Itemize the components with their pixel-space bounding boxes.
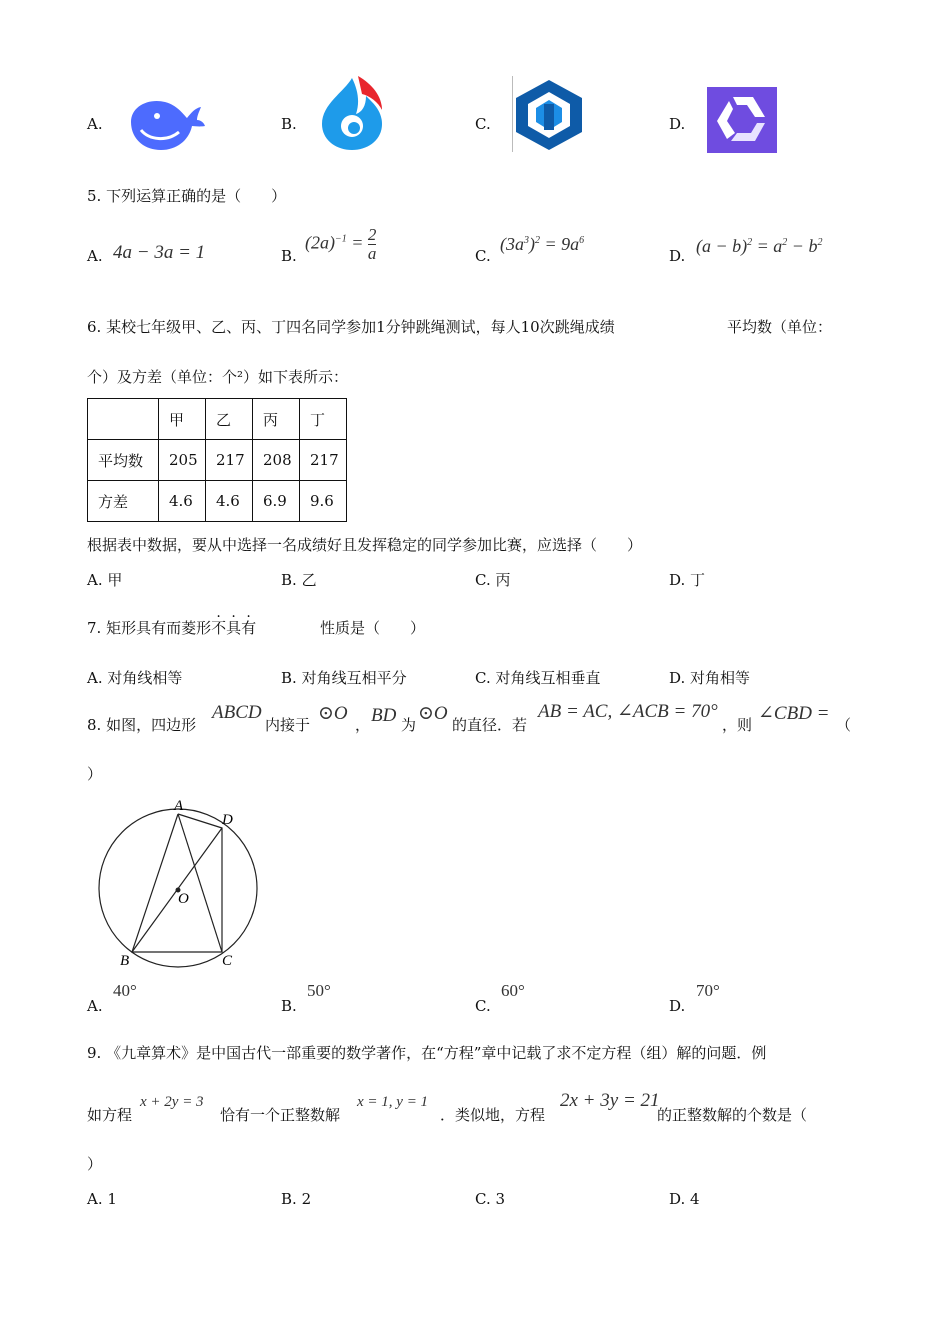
image-border <box>512 76 513 152</box>
label-d: D <box>222 812 233 828</box>
q8-option-c[interactable]: 60° <box>501 981 525 1000</box>
option-label: B. <box>281 115 297 133</box>
q7-option-c[interactable]: C. 对角线互相垂直 <box>475 669 601 687</box>
table-cell: 4.6 <box>206 481 253 522</box>
q8-option-a[interactable]: 40° <box>113 981 137 1000</box>
option-label: C. <box>475 115 491 133</box>
table-header-cell: 丁 <box>300 399 347 440</box>
q5-option-d-expr: $(a - b)^2 = a^2 - b^2$ <box>696 236 823 256</box>
table-header-cell: 丙 <box>253 399 300 440</box>
quadrilateral-abcd <box>132 814 222 952</box>
table-cell: 205 <box>159 440 206 481</box>
option-label: B. <box>281 247 297 265</box>
q8-option-d[interactable]: 70° <box>696 981 720 1000</box>
table-cell: 217 <box>300 440 347 481</box>
table-cell: 9.6 <box>300 481 347 522</box>
option-label: A. <box>87 997 103 1015</box>
option-label: C. <box>475 997 491 1015</box>
table-cell: 4.6 <box>159 481 206 522</box>
q9-option-c[interactable]: C. 3 <box>475 1190 506 1208</box>
option-label: D. <box>669 997 686 1015</box>
circle-figure <box>92 795 267 970</box>
table-cell: 208 <box>253 440 300 481</box>
q7-option-b[interactable]: B. 对角线互相平分 <box>281 669 407 687</box>
q7-stem-b: 性质是（ ） <box>320 619 426 637</box>
option-label: A. <box>87 247 103 265</box>
table-header-cell: 乙 <box>206 399 253 440</box>
q6-option-a[interactable]: A. 甲 <box>87 571 123 589</box>
chord-ac <box>178 814 222 952</box>
deepseek-whale-icon[interactable] <box>127 96 207 154</box>
table-cell: 217 <box>206 440 253 481</box>
table-row <box>88 481 347 522</box>
scores-table <box>87 398 347 522</box>
q9-option-b[interactable]: B. 2 <box>281 1190 312 1208</box>
table-header-cell <box>88 399 159 440</box>
q7-stem-a: 7. 矩形具有而菱形不具有 <box>87 619 257 637</box>
q6-option-d[interactable]: D. 丁 <box>669 571 706 589</box>
label-c: C <box>222 953 233 969</box>
table-header-cell: 甲 <box>159 399 206 440</box>
flame-droplet-icon[interactable] <box>318 74 386 152</box>
q8-option-b[interactable]: 50° <box>307 981 331 1000</box>
q7-option-d[interactable]: D. 对角相等 <box>669 669 751 687</box>
q5-option-a-expr: 4a − 3a = 1 <box>113 242 206 263</box>
table-cell: 方差 <box>88 481 159 522</box>
q6-stem-line2: 个）及方差（单位：个²）如下表所示： <box>87 368 349 386</box>
q6-stem-line1b: 平均数（单位： <box>727 318 833 336</box>
q6-option-c[interactable]: C. 丙 <box>475 571 511 589</box>
label-a: A <box>174 798 184 814</box>
option-label: C. <box>475 247 491 265</box>
option-label: D. <box>669 115 686 133</box>
q5-stem: 5. 下列运算正确的是（ ） <box>87 187 287 205</box>
option-label: B. <box>281 997 297 1015</box>
table-cell: 6.9 <box>253 481 300 522</box>
q7-option-a[interactable]: A. 对角线相等 <box>87 669 183 687</box>
table-cell: 平均数 <box>88 440 159 481</box>
label-b: B <box>120 953 130 969</box>
q9-option-a[interactable]: A. 1 <box>87 1190 117 1208</box>
purple-knot-icon[interactable] <box>707 87 777 153</box>
q6-stem-line1a: 6. 某校七年级甲、乙、丙、丁四名同学参加1分钟跳绳测试，每人10次跳绳成绩 <box>87 318 615 336</box>
label-o: O <box>178 891 189 907</box>
q6-question: 根据表中数据，要从中选择一名成绩好且发挥稳定的同学参加比赛，应选择（ ） <box>87 536 643 554</box>
q5-option-b-expr: $(2a)^{-1}$ = $\frac{2}{a}$ <box>305 225 377 263</box>
q9-option-d[interactable]: D. 4 <box>669 1190 700 1208</box>
q9-stem-line1: 9. 《九章算术》是中国古代一部重要的数学著作，在“方程”章中记载了求不定方程（组）解的问题．例 <box>87 1044 767 1062</box>
table-row <box>88 440 347 481</box>
q5-option-c-expr: $(3a^3)^2 = 9a^6$ <box>500 234 585 254</box>
q6-option-b[interactable]: B. 乙 <box>281 571 317 589</box>
option-label: A. <box>87 115 103 133</box>
option-label: D. <box>669 247 686 265</box>
table-header-row <box>88 399 347 440</box>
hexagon-cube-icon[interactable] <box>514 78 584 152</box>
